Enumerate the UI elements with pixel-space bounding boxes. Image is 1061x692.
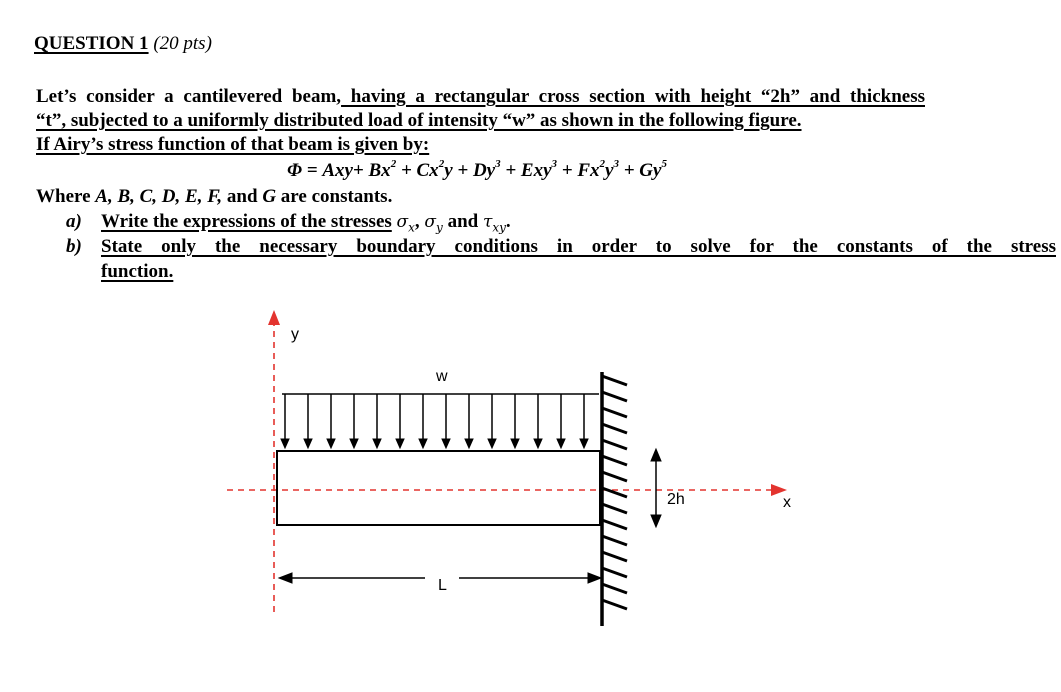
load-arrow <box>373 394 381 448</box>
sub-question-b-text: State only the necessary boundary conditions in order to solve for the constants of the stress <box>101 236 1056 257</box>
beam <box>277 451 600 525</box>
load-arrow <box>327 394 335 448</box>
paragraph-1a: Let’s consider a cantilevered beam, <box>36 86 342 107</box>
load-arrow <box>557 394 565 448</box>
load-arrow <box>511 394 519 448</box>
paragraph-line-2: “t”, subjected to a uniformly distributed load of intensity “w” as shown in the following figure. <box>36 110 802 131</box>
load-arrow <box>350 394 358 448</box>
load-arrow <box>396 394 404 448</box>
sub-question-a: a) Write the expressions of the stresses $\sigma_x$, $\sigma_y$ and $\tau_{xy}$. <box>66 211 511 235</box>
load-arrow <box>442 394 450 448</box>
sub-question-b-label: b) <box>66 236 82 257</box>
sub-question-a-text: Write the expressions of the stresses <box>101 211 392 232</box>
load-arrow <box>465 394 473 448</box>
length-label: L <box>438 577 447 594</box>
height-label: 2h <box>667 491 685 508</box>
sub-question-a-label: a) <box>66 211 82 232</box>
load-arrows <box>281 394 588 448</box>
load-arrow <box>488 394 496 448</box>
question-number: QUESTION 1 <box>34 33 149 54</box>
load-arrow <box>281 394 289 448</box>
load-label: w <box>436 368 448 385</box>
question-points: (20 pts) <box>153 33 212 54</box>
wall-hatching <box>602 376 627 609</box>
load-arrow <box>304 394 312 448</box>
x-axis-label: x <box>783 494 791 511</box>
constants-line: Where A, B, C, D, E, F, and G are constants. <box>36 186 393 207</box>
paragraph-1b: having a rectangular cross section with height “2h” and thickness <box>341 86 925 107</box>
load-arrow <box>419 394 427 448</box>
sub-question-b-continued: function. <box>101 261 174 282</box>
load-arrow <box>534 394 542 448</box>
y-axis-arrow-icon <box>268 310 280 325</box>
height-dimension <box>651 449 661 527</box>
y-axis-label: y <box>291 326 299 343</box>
load-arrow <box>580 394 588 448</box>
paragraph-line-3: If Airy’s stress function of that beam is given by: <box>36 134 430 155</box>
airy-stress-function: $\Phi = Axy+ Bx^2 + Cx^2y + Dy^3 + Exy^3 + Fx^2y^3 + Gy^5$ <box>287 158 667 181</box>
